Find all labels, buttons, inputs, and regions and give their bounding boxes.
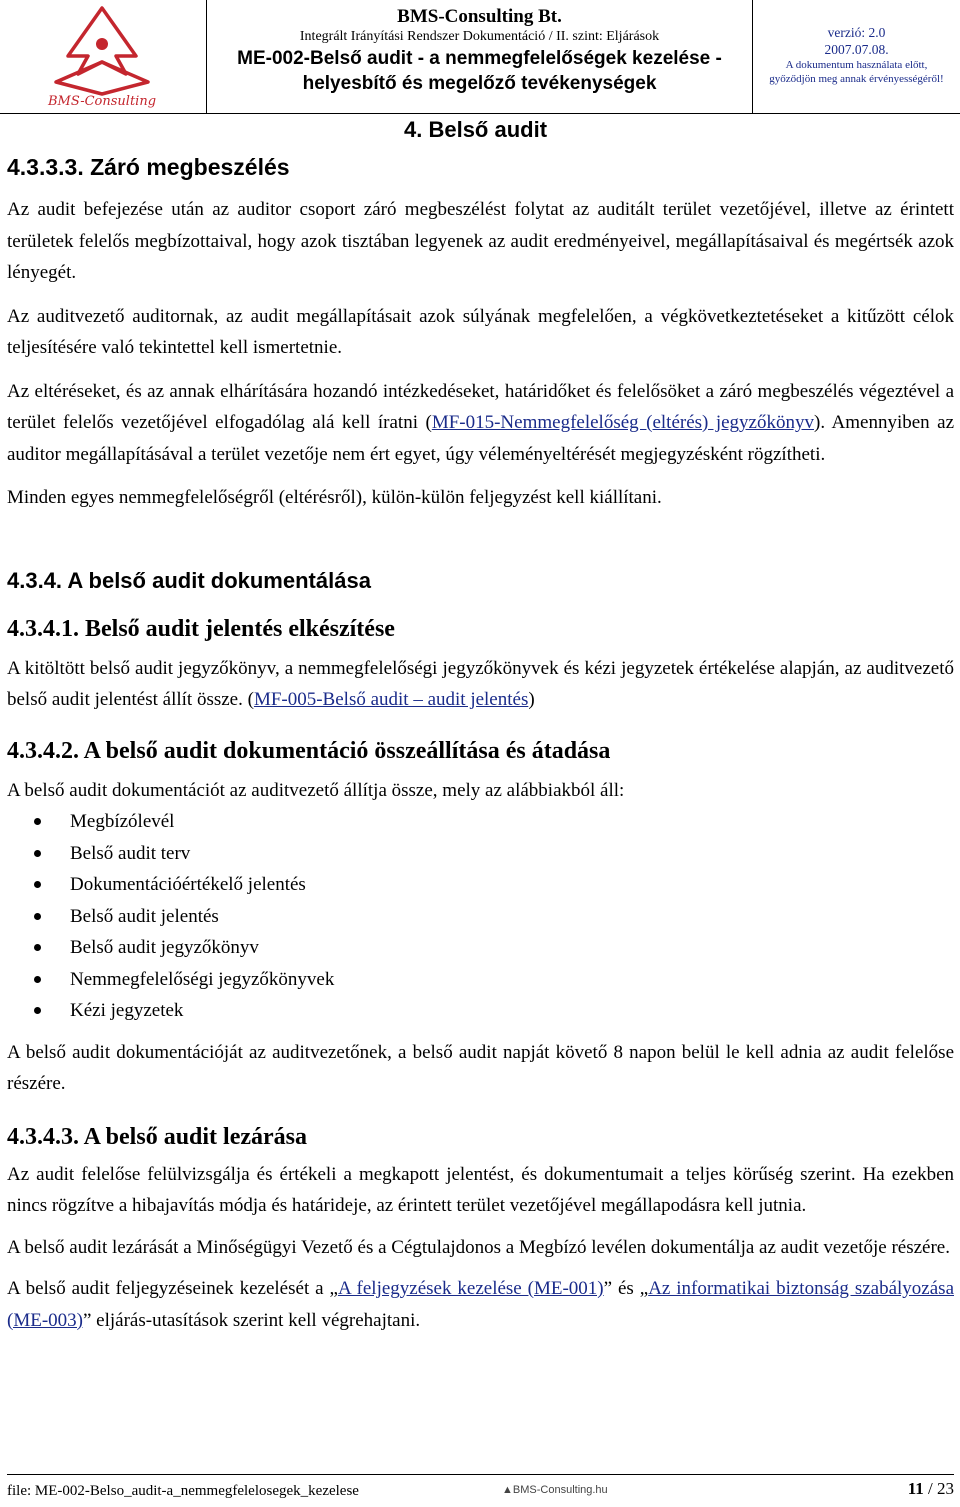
header-center (207, 6, 752, 96)
bullet-icon (34, 913, 41, 920)
footer-file-name: file: ME-002-Belso_audit-a_nemmegfelelosegek_kezelese (7, 1483, 359, 1499)
paragraph-8: Az audit felelőse felülvizsgálja és értékeli a megkapott jelentést, és dokumentumait a teljes körűség szerint. Ha ezekben nincs rögzítve a hibajavítás módja és határideje, az érintett terület vezetőjével megállapodásra kell jutnia. (7, 1163, 954, 1216)
version-date: 2007.07.08. (824, 42, 889, 57)
paragraph-5 (7, 653, 954, 716)
paragraph-1: Az audit befejezése után az auditor csoport záró megbeszélést folytat az auditált terület vezetőjével, illetve az érintett területek felelős megbízottaival, hogy azok tisztában legyenek az audit eredményeivel, megállapításaival és megértsék azok lényegét. (7, 199, 954, 283)
notice-line2: győződjön meg annak érvényességéről! (769, 73, 944, 85)
paragraph-7: A belső audit dokumentációját az auditvezetőnek, a belső audit napját követő 8 napon belül le kell adnia az audit felelőse részére. (7, 1041, 954, 1094)
mf-005-link[interactable]: MF-005-Belső audit – audit jelentés (253, 689, 529, 710)
header-version-block (753, 24, 960, 86)
company-logo-icon (36, 4, 168, 110)
page-footer (7, 1474, 954, 1505)
list-item: Megbízólevél (7, 806, 954, 838)
document-body (7, 150, 954, 1336)
bullet-icon (34, 1007, 41, 1014)
paragraph-10 (7, 1273, 954, 1336)
me-001-link[interactable]: A feljegyzések kezelése (ME-001) (337, 1278, 604, 1299)
paragraph-3 (7, 376, 954, 471)
bullet-icon (34, 944, 41, 951)
company-name: BMS-Consulting Bt. (397, 6, 562, 27)
footer-brand-icon: ▲ (502, 1484, 513, 1496)
section-title-43343: 4.3.4.3. A belső audit lezárása (7, 1123, 308, 1150)
list-item: Belső audit terv (7, 838, 954, 870)
bullet-icon (34, 881, 41, 888)
list-item: Kézi jegyzetek (7, 995, 954, 1027)
section-title-43342: 4.3.4.2. A belső audit dokumentáció összeállítása és átadása (7, 737, 611, 764)
documentation-list (7, 806, 954, 1027)
list-item: Dokumentációértékelő jelentés (7, 869, 954, 901)
doc-title-line1: ME-002-Belső audit - a nemmegfelelőségek kezelése - (237, 48, 722, 69)
paragraph-5-text-b: ) (528, 689, 535, 710)
footer-brand: ▲BMS-Consulting.hu (502, 1484, 608, 1496)
bullet-icon (34, 976, 41, 983)
paragraph-3-text-b: ). Amennyiben az auditor megállapításával a terület vezetője nem ért egyet, úgy véleményeltérését megjegyzésként rögzítheti. (7, 412, 955, 465)
header-subtitle: Integrált Irányítási Rendszer Dokumentáció / II. szint: Eljárások (299, 29, 660, 44)
page-total: 23 (937, 1479, 954, 1498)
page-number (908, 1479, 954, 1499)
version: verzió: 2.0 (827, 25, 886, 40)
section-title-4334: 4.3.4. A belső audit dokumentálása (7, 567, 371, 593)
bullet-icon (34, 818, 41, 825)
paragraph-2: Az auditvezető auditornak, az audit megállapításait azok súlyának megfelelően, a végkövetkeztetéseket a kitűzött célok teljesítésére való tekintettel kell ismertetnie. (7, 305, 954, 358)
logo-text: BMS-Consulting (47, 94, 157, 109)
paragraph-5-text-a: A kitöltött belső audit jegyzőkönyv, a nemmegfelelőségi jegyzőkönyvek és kézi jegyzetek értékelése alapján, az auditvezető belső audit jelentést állít össze. ( (7, 657, 954, 710)
paragraph-9: A belső audit lezárását a Minőségügyi Vezető és a Cégtulajdonos a Megbízó levélen dokumentálja az audit vezetője részére. (7, 1236, 950, 1258)
bullet-icon (34, 850, 41, 857)
paragraph-10-text-a: A belső audit feljegyzéseinek kezelését a „ (7, 1278, 338, 1299)
paragraph-3-text-a: Az eltéréseket, és az annak elhárítására hozandó intézkedéseket, határidőket és felelősöket a záró megbeszélés végeztével a terület felelős vezetőjével elfogadólag alá kell íratni ( (7, 380, 954, 433)
doc-title-line2: helyesbítő és megelőző tevékenységek (302, 73, 657, 94)
list-item: Nemmegfelelőségi jegyzőkönyvek (7, 964, 954, 996)
paragraph-10-text-b: ” és „ (603, 1278, 649, 1299)
page-header (0, 0, 960, 114)
page-current: 11 (907, 1479, 924, 1498)
list-item: Belső audit jegyzőkönyv (7, 932, 954, 964)
paragraph-6: A belső audit dokumentációt az auditvezető állítja össze, mely az alábbiakból áll: (7, 779, 625, 801)
me-003-link[interactable]: Az informatikai biztonság szabályozása (ME-003) (7, 1278, 954, 1331)
paragraph-10-text-c: ” eljárás-utasítások szerint kell végrehajtani. (82, 1309, 421, 1331)
section-title-43333: 4.3.3.3. Záró megbeszélés (7, 154, 290, 180)
page-separator: / (923, 1479, 937, 1498)
chapter-title: 4. Belső audit (404, 117, 548, 142)
paragraph-4: Minden egyes nemmegfelelőségről (eltérésről), külön-külön feljegyzést kell kiállítani. (7, 487, 662, 508)
notice-line1: A dokumentum használata előtt, (785, 59, 928, 71)
list-item: Belső audit jelentés (7, 901, 954, 933)
mf-015-link[interactable]: MF-015-Nemmegfelelőség (eltérés) jegyzőkönyv (431, 412, 814, 433)
section-title-43341: 4.3.4.1. Belső audit jelentés elkészítése (7, 615, 395, 642)
